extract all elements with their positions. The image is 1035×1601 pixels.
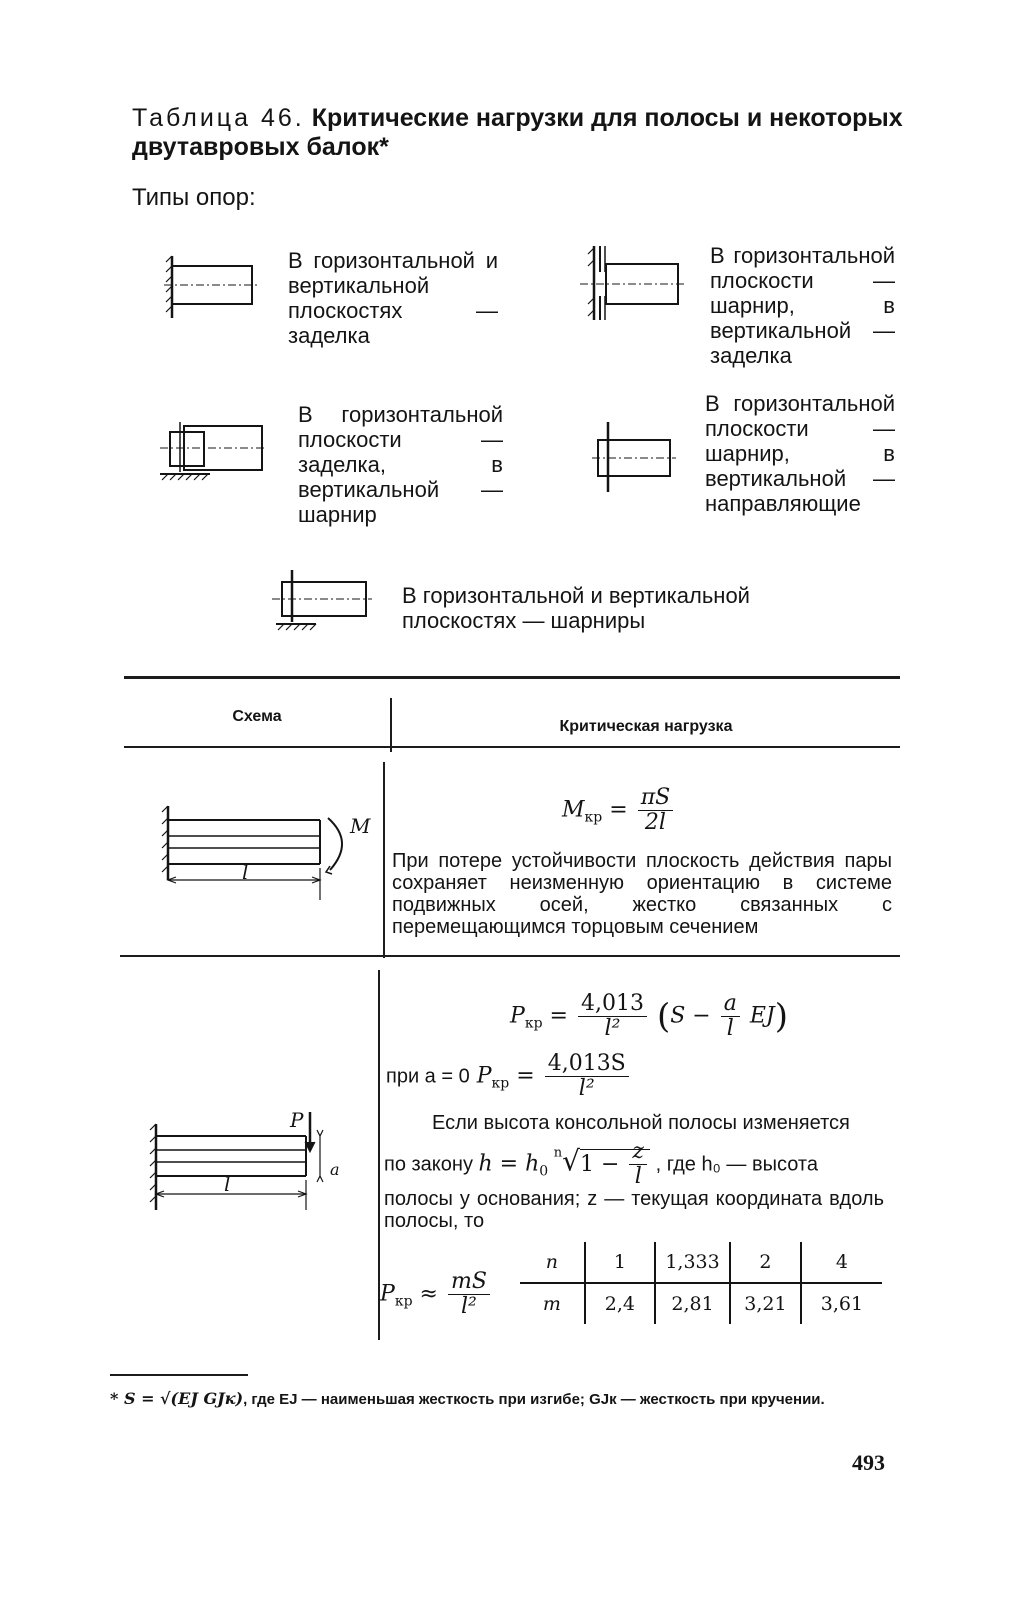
nm-table (520, 1242, 882, 1324)
row2-law-radicand-den: l (634, 1164, 642, 1189)
row2-formula3-lhs-sub: кр (394, 1293, 413, 1310)
support-type-2-text: В горизонтальной плоскости — шарнир, в вертикальной — заделка (710, 243, 895, 368)
row2-formula1-inner-num: a (721, 992, 740, 1017)
nm-m-label: m (542, 1293, 561, 1315)
row1-divider (383, 762, 385, 958)
row2-scheme-diagram (140, 1110, 340, 1220)
nm-n-value: 1 (585, 1242, 655, 1283)
nm-table-row (520, 1283, 882, 1324)
row1-formula-lhs: M (562, 797, 585, 823)
row2-law-suffix: , где h₀ — высота (655, 1153, 818, 1176)
row2-law-lhs-sub: 0 (539, 1163, 549, 1180)
support-type-5-text: В горизонтальной и вертикальной плоскостях — шарниры (402, 583, 750, 633)
row2-formula1-num: 4,013 (578, 992, 647, 1017)
row2-formula3-num: mS (448, 1270, 490, 1295)
header-critical-load: Критическая нагрузка (559, 718, 733, 735)
row2-formula3-sign: ≈ (419, 1281, 438, 1307)
support-type-4-icon (592, 420, 678, 494)
row2-law-line: по закону $h = h_0$ $^n$√1 − $\frac{z}{l}$ , где h₀ — высота (384, 1139, 818, 1189)
support-type-3-text: В горизонтальной плоскости — заделка, в вертикальной — шарнир (298, 402, 503, 527)
nm-n-value: 1,333 (655, 1242, 730, 1283)
table-title-text: Критические нагрузки для полосы и некоторых двутавровых балок* (132, 104, 903, 161)
row2-formula3 (380, 1270, 493, 1319)
row2-formula2-prefix: при a = 0 (386, 1065, 470, 1088)
row2-formula1: $P_{кр}$ = $\frac{4,013}{\text{l²}}$ (S − $\frac{a}{l}$ EJ) (510, 991, 788, 1041)
table-header-rule (124, 746, 900, 748)
row2-formula3-den: l² (461, 1294, 477, 1319)
nm-table-row (520, 1242, 882, 1283)
row1-length-label: l (242, 860, 249, 884)
nm-n-label: n (545, 1251, 559, 1273)
table-title-prefix: Таблица 46. (132, 104, 305, 132)
row2-law-lhs: h = h (478, 1151, 540, 1177)
row1-text: При потере устойчивости плоскость действия пары сохраняет неизменную ориентацию в системе подвижных осей, жестко связанных с перемещающимся торцовым сечением (392, 850, 892, 938)
support-types-label: Типы опор: (132, 184, 256, 211)
table-title (132, 104, 912, 162)
row2-formula2-num: 4,013S (545, 1052, 629, 1077)
row2-formula2-lhs: P (476, 1063, 492, 1089)
row2-formula1-inner-den: l (726, 1016, 734, 1041)
row1-formula: $M_{кр}$ = $\frac{\pi S}{2l}$ (562, 786, 676, 835)
page-number: 493 (852, 1450, 885, 1475)
nm-n-value: 4 (801, 1242, 882, 1283)
row2-formula2-lhs-sub: кр (491, 1075, 510, 1092)
row2-formula2-den: l² (578, 1076, 595, 1101)
row2-formula3-lhs: P (380, 1281, 395, 1307)
support-type-5-icon (272, 568, 376, 634)
support-type-4-text: В горизонтальной плоскости — шарнир, в вертикальной — направляющие (705, 391, 895, 516)
row2-law-prefix: по закону (384, 1153, 473, 1176)
row2-formula1-den: l² (604, 1016, 621, 1041)
row2-law-root-index: n (553, 1145, 563, 1161)
footnote-formula: * S = √(EJ GJк) (110, 1389, 244, 1408)
nm-m-value: 3,61 (801, 1283, 882, 1324)
support-type-1-icon (164, 252, 264, 322)
row2-law-radicand: 1 − (579, 1151, 620, 1177)
row1-formula-num: πS (638, 786, 674, 811)
row2-law-radicand-num: z (629, 1140, 647, 1165)
row1-formula-lhs-sub: кр (584, 809, 603, 826)
row2-length-label: l (224, 1172, 231, 1196)
row2-formula1-lhs: P (510, 1003, 525, 1029)
table-top-rule (124, 676, 900, 679)
support-type-3-icon (156, 418, 268, 484)
nm-n-value: 2 (730, 1242, 801, 1283)
footnote-rule (110, 1374, 248, 1376)
support-type-1-text: В горизонтальной и вертикальной плоскостях — заделка (288, 248, 498, 348)
row1-formula-den: 2l (644, 810, 666, 835)
nm-m-value: 3,21 (730, 1283, 801, 1324)
row2-formula1-inner-tail: EJ (749, 1003, 775, 1029)
row2-formula1-inner: S − (670, 1003, 711, 1029)
footnote-text: , где EJ — наименьшая жесткость при изгибе; GJк — жесткость при кручении. (243, 1391, 825, 1408)
row2-para-start: Если высота консольной полосы изменяется (432, 1112, 850, 1134)
row-separator (120, 955, 900, 957)
row2-formula1-lhs-sub: кр (524, 1015, 543, 1032)
row2-para-end: полосы у основания; z — текущая координата вдоль полосы, то (384, 1188, 884, 1232)
nm-m-value: 2,81 (655, 1283, 730, 1324)
row2-force-label: P (290, 1108, 304, 1132)
row1-scheme-diagram (150, 800, 380, 912)
row1-moment-label: M (350, 814, 371, 838)
footnote (110, 1388, 900, 1411)
nm-m-value: 2,4 (585, 1283, 655, 1324)
row2-offset-label: a (330, 1160, 340, 1179)
header-scheme: Схема (232, 708, 282, 725)
row2-formula2: при a = 0 $P_{кр}$ = $\frac{4,013S}{\text{l²}}$ (386, 1052, 632, 1101)
support-type-2-icon (580, 244, 690, 324)
